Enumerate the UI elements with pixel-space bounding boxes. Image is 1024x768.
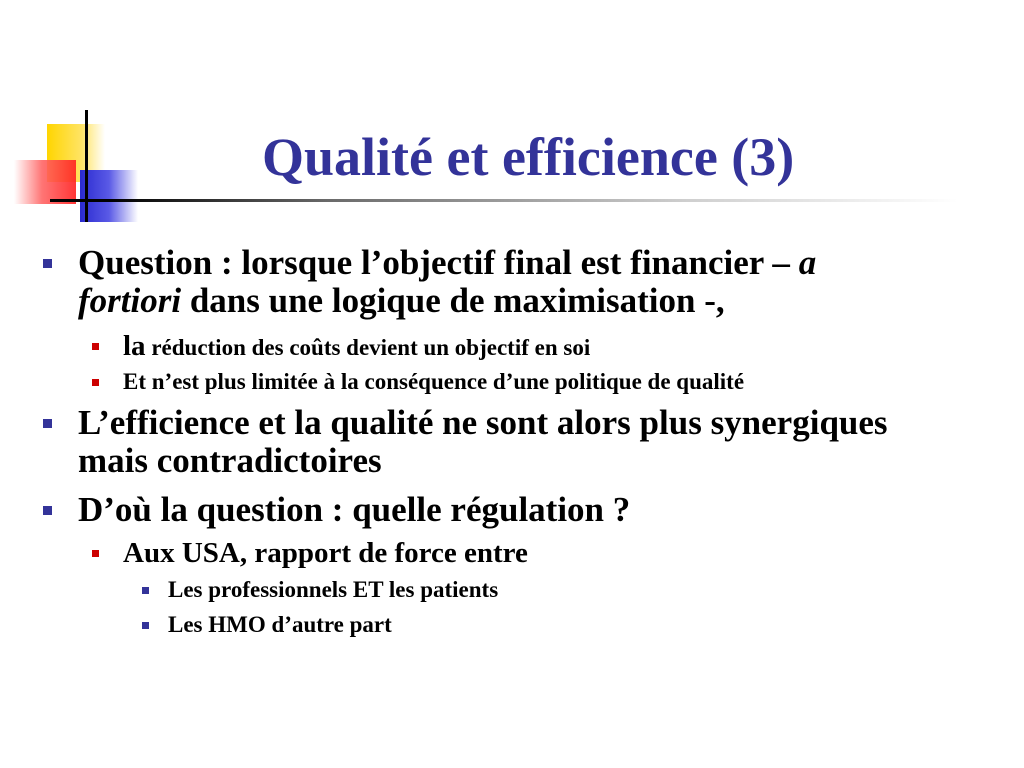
square-bullet-icon [92, 550, 99, 557]
square-bullet-icon [142, 622, 149, 629]
bullet-question-line1: Question : lorsque l’objectif final est financier – [78, 243, 799, 282]
sub-sub-bullet-professionnels [168, 576, 498, 604]
title-underline [58, 199, 958, 202]
vertical-line [85, 110, 88, 222]
bullet-efficience-line1: L’efficience et la qualité ne sont alors plus synergiques [78, 403, 888, 442]
sub-bullet-reduction-lead: la [123, 330, 146, 362]
bullet-efficience [78, 404, 888, 480]
square-bullet-icon [92, 379, 99, 386]
sub-sub-bullet-professionnels-text: Les professionnels ET les patients [168, 577, 499, 602]
sub-bullet-reduction [123, 332, 590, 362]
bullet-regulation [78, 491, 630, 529]
bullet-question-italic-a: a [798, 243, 817, 282]
decorative-corner-squares [0, 0, 1024, 240]
blue-square [80, 170, 138, 222]
square-bullet-icon [43, 419, 52, 428]
square-bullet-icon [43, 259, 52, 268]
bullet-regulation-text: D’où la question : quelle régulation ? [78, 490, 631, 529]
sub-bullet-limitee-text: Et n’est plus limitée à la conséquence d’une politique de qualité [123, 369, 745, 394]
sub-sub-bullet-hmo-text: Les HMO d’autre part [168, 612, 392, 637]
sub-sub-bullet-hmo [168, 611, 392, 639]
bullet-question-line2: dans une logique de maximisation -, [181, 281, 725, 320]
red-square [14, 160, 76, 204]
bullet-efficience-line2: mais contradictoires [78, 441, 382, 480]
sub-bullet-reduction-text: réduction des coûts devient un objectif en soi [145, 335, 591, 360]
sub-bullet-usa [123, 536, 528, 570]
slide-title: Qualité et efficience (3) [262, 127, 795, 187]
square-bullet-icon [92, 343, 99, 350]
sub-bullet-limitee [123, 368, 744, 396]
square-bullet-icon [43, 506, 52, 515]
bullet-question [78, 244, 816, 320]
square-bullet-icon [142, 587, 149, 594]
bullet-question-italic-fortiori: fortiori [78, 281, 182, 320]
sub-bullet-usa-text: Aux USA, rapport de force entre [123, 537, 528, 569]
